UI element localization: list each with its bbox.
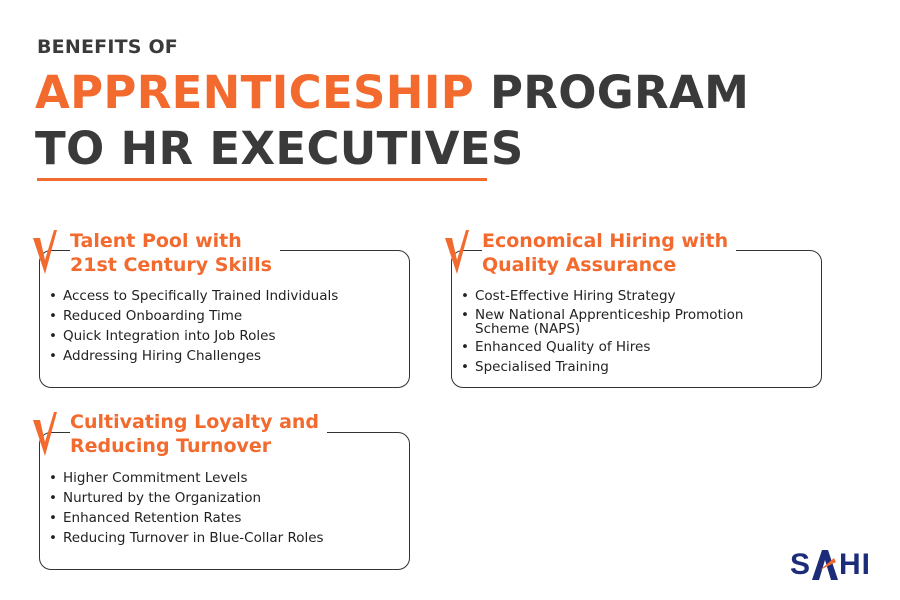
list-item: • Enhanced Quality of Hires <box>461 339 761 356</box>
title-underline <box>37 178 487 181</box>
page-subtitle: BENEFITS OF <box>37 36 178 58</box>
sahi-logo <box>790 548 871 588</box>
page-title-line-1 <box>35 66 749 119</box>
list-item: • Enhanced Retention Rates <box>49 510 399 527</box>
checkmark-icon <box>445 230 469 274</box>
checkmark-icon <box>33 412 57 456</box>
list-item: • Cost-Effective Hiring Strategy <box>461 288 761 305</box>
list-item: • Reducing Turnover in Blue-Collar Roles <box>49 530 399 547</box>
list-item: • Nurtured by the Organization <box>49 490 399 507</box>
card-heading-line-1: Cultivating Loyalty and <box>70 411 320 433</box>
benefit-list <box>49 470 399 550</box>
logo-hi: HI <box>839 548 872 581</box>
page-title-line-2: TO HR EXECUTIVES <box>35 122 524 175</box>
list-item: • Quick Integration into Job Roles <box>49 328 399 345</box>
card-heading-economical-hiring <box>482 229 736 277</box>
card-heading-line-1: Economical Hiring with <box>482 230 729 252</box>
list-item: • Addressing Hiring Challenges <box>49 348 399 365</box>
list-item: • Higher Commitment Levels <box>49 470 399 487</box>
logo-s: S <box>790 548 812 581</box>
card-heading-line-2: 21st Century Skills <box>70 254 272 276</box>
card-heading-loyalty <box>70 410 327 458</box>
list-item: • Access to Specifically Trained Individuals <box>49 288 399 305</box>
card-heading-line-2: Quality Assurance <box>482 254 677 276</box>
logo-a-mark-icon <box>812 548 838 578</box>
card-heading-talent-pool <box>70 229 280 277</box>
benefit-list <box>49 288 399 368</box>
list-item: • Reduced Onboarding Time <box>49 308 399 325</box>
title-rest: PROGRAM <box>490 66 750 119</box>
checkmark-icon <box>33 230 57 274</box>
list-item: • New National Apprenticeship Promotion Scheme (NAPS) <box>461 308 761 336</box>
list-item: • Specialised Training <box>461 359 761 376</box>
title-highlight: APPRENTICESHIP <box>35 66 475 119</box>
card-heading-line-2: Reducing Turnover <box>70 435 272 457</box>
card-heading-line-1: Talent Pool with <box>70 230 242 252</box>
benefit-list <box>461 288 761 379</box>
